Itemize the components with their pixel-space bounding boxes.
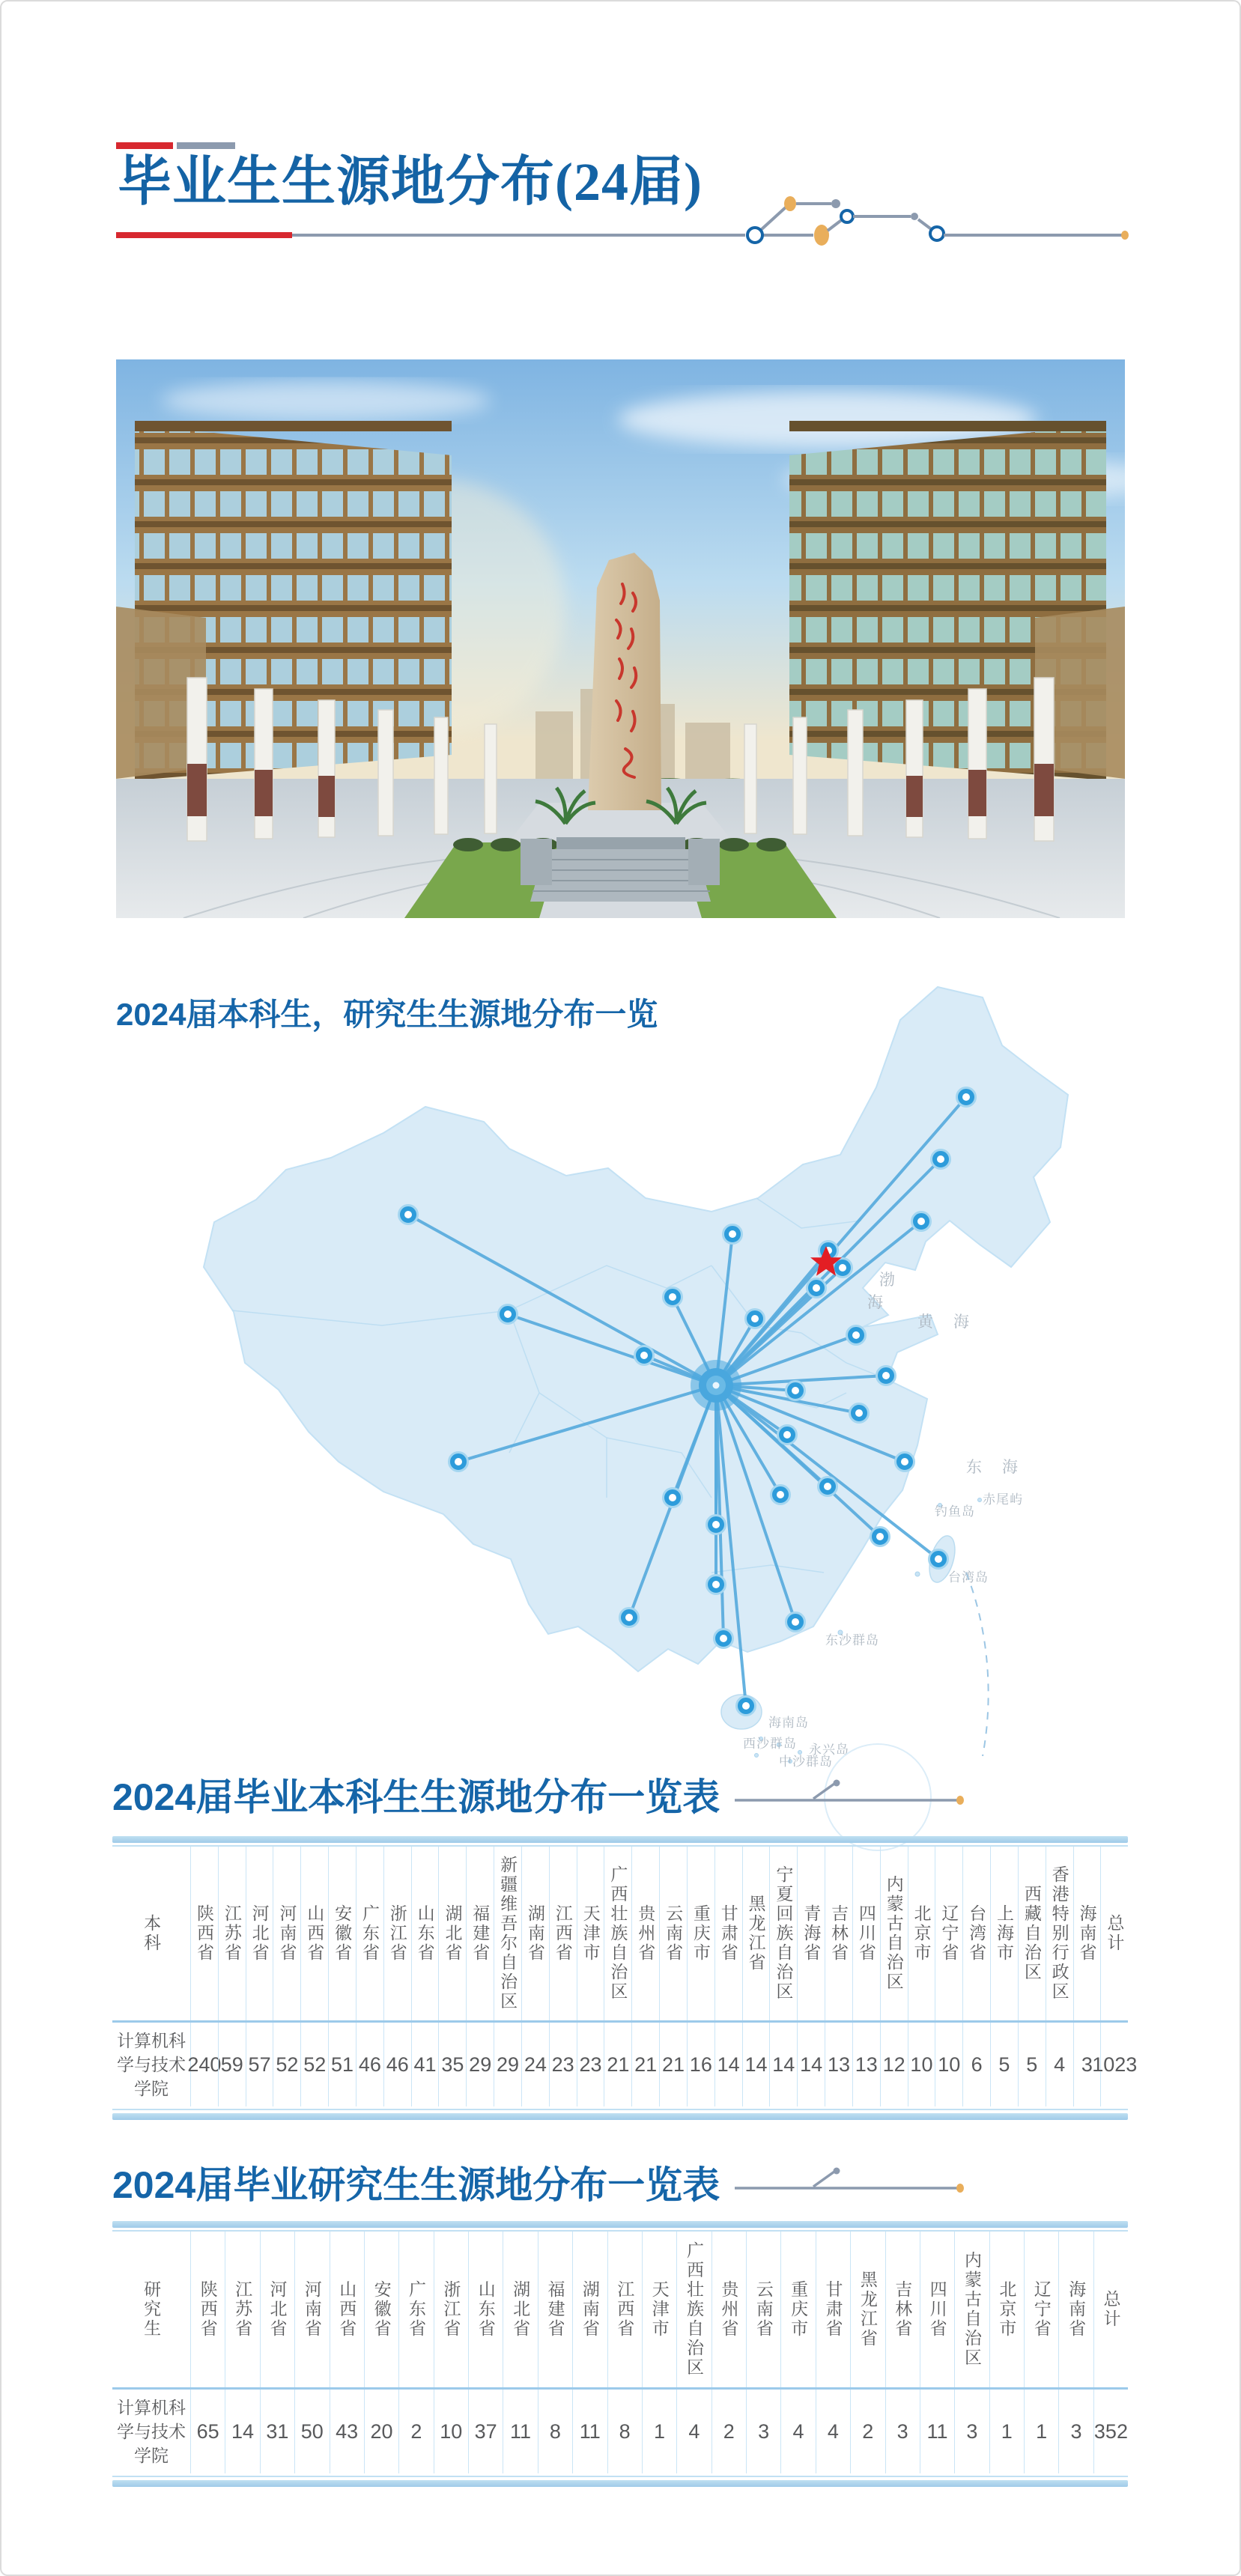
table1-column-header: 宁夏回族自治区 xyxy=(769,1847,797,2020)
table1-value-cell: 57 xyxy=(246,2023,273,2106)
province-marker xyxy=(499,1305,518,1324)
table1-value-cell: 5 xyxy=(990,2023,1018,2106)
province-marker xyxy=(847,1326,866,1345)
province-marker xyxy=(707,1576,726,1594)
table1-bottom-line xyxy=(112,2109,1128,2110)
province-marker xyxy=(807,1279,826,1298)
table2-data-row xyxy=(112,2390,1128,2473)
table2-column-header: 广东省 xyxy=(398,2232,433,2387)
sea-label: 台湾岛 xyxy=(948,1570,989,1585)
table1-column-header: 浙江省 xyxy=(383,1847,411,2020)
table2-value-cell: 11 xyxy=(503,2390,537,2473)
table1-column-header: 内蒙古自治区 xyxy=(880,1847,908,2020)
table2-bottom-band xyxy=(112,2480,1128,2487)
province-marker xyxy=(778,1426,797,1445)
table2-value-cell: 37 xyxy=(468,2390,503,2473)
table1-column-header: 台湾省 xyxy=(962,1847,990,2020)
sea-label: 海南岛 xyxy=(768,1716,809,1730)
sea-label: 海 xyxy=(867,1294,885,1311)
table1-column-header: 安徽省 xyxy=(328,1847,356,2020)
table1-column-header: 黑龙江省 xyxy=(742,1847,770,2020)
table1-column-header: 香港特别行政区 xyxy=(1046,1847,1073,2020)
table2-column-header: 河南省 xyxy=(294,2232,329,2387)
province-marker xyxy=(871,1528,890,1546)
accent-bar-gray xyxy=(177,142,235,149)
table2-value-cell: 8 xyxy=(607,2390,642,2473)
table2-row-label: 计算机科学与技术学院 xyxy=(117,2397,186,2466)
table1-value-cell: 3 xyxy=(1073,2023,1101,2106)
table1-value-cell: 1023 xyxy=(1100,2023,1128,2106)
table1-value-cell: 240 xyxy=(190,2023,218,2106)
table2-value-cell: 3 xyxy=(746,2390,780,2473)
table1-value-cell: 51 xyxy=(328,2023,356,2106)
table1-value-cell: 23 xyxy=(577,2023,604,2106)
table2-value-cell: 2 xyxy=(850,2390,885,2473)
table2-bottom-line xyxy=(112,2476,1128,2477)
table2-column-header: 山东省 xyxy=(468,2232,503,2387)
sea-label: 黄 海 xyxy=(917,1313,971,1331)
page-title: 毕业生生源地分布(24届) xyxy=(118,152,703,212)
table1-value-cell: 41 xyxy=(411,2023,439,2106)
sea-label: 东 海 xyxy=(966,1459,1020,1476)
province-marker xyxy=(746,1310,765,1328)
table1-value-cell: 6 xyxy=(962,2023,990,2106)
table1-column-header: 福建省 xyxy=(466,1847,494,2020)
table2-column-header: 贵州省 xyxy=(711,2232,746,2387)
table1-top-band xyxy=(112,1836,1128,1843)
table1-value-cell: 35 xyxy=(438,2023,466,2106)
province-marker xyxy=(877,1367,896,1385)
table2-value-cell: 2 xyxy=(711,2390,746,2473)
province-marker xyxy=(714,1629,733,1648)
table2-column-header: 重庆市 xyxy=(780,2232,815,2387)
table1-column-header: 上海市 xyxy=(990,1847,1018,2020)
table1-value-cell: 21 xyxy=(631,2023,659,2106)
table1-title-decoration xyxy=(735,1779,967,1809)
province-marker xyxy=(707,1516,726,1534)
table2-value-cell: 8 xyxy=(538,2390,572,2473)
province-marker xyxy=(723,1225,742,1244)
table2-value-cell: 20 xyxy=(364,2390,398,2473)
table1-value-cell: 29 xyxy=(466,2023,494,2106)
province-marker xyxy=(786,1382,805,1400)
table1-column-header: 总计 xyxy=(1100,1847,1128,2020)
table1-column-header: 江西省 xyxy=(549,1847,577,2020)
province-marker xyxy=(929,1550,948,1569)
undergraduate-table xyxy=(112,1836,1138,2120)
table2-column-header: 四川省 xyxy=(920,2232,954,2387)
table2-value-cell: 11 xyxy=(572,2390,607,2473)
table2-value-cell: 352 xyxy=(1093,2390,1128,2473)
table1-column-header: 山西省 xyxy=(300,1847,328,2020)
title-decoration-line xyxy=(112,187,1138,258)
table1-column-header: 青海省 xyxy=(797,1847,825,2020)
table1-value-cell: 23 xyxy=(549,2023,577,2106)
table2-value-cell: 65 xyxy=(190,2390,225,2473)
table1-value-cell: 13 xyxy=(825,2023,852,2106)
table2-column-header: 内蒙古自治区 xyxy=(954,2232,989,2387)
table2-column-header: 吉林省 xyxy=(885,2232,920,2387)
table1-column-header: 海南省 xyxy=(1073,1847,1101,2020)
province-marker xyxy=(896,1453,914,1471)
sea-label: 钓鱼岛 xyxy=(935,1504,975,1519)
province-marker xyxy=(771,1486,790,1504)
province-marker xyxy=(912,1212,931,1231)
graduate-table xyxy=(112,2221,1128,2487)
table2-column-header: 湖南省 xyxy=(572,2232,607,2387)
table2-column-header: 江苏省 xyxy=(225,2232,259,2387)
table2-value-cell: 3 xyxy=(1058,2390,1093,2473)
table1-row-label: 计算机科学与技术学院 xyxy=(117,2030,186,2099)
table2-column-header: 辽宁省 xyxy=(1024,2232,1058,2387)
table1-value-cell: 59 xyxy=(218,2023,246,2106)
table2-column-header: 陕西省 xyxy=(190,2232,225,2387)
table1-title: 2024届毕业本科生生源地分布一览表 xyxy=(112,1776,720,1818)
table2-column-header: 安徽省 xyxy=(364,2232,398,2387)
sea-label: 渤 xyxy=(879,1272,897,1289)
province-marker xyxy=(819,1477,837,1496)
table2-column-header: 北京市 xyxy=(989,2232,1024,2387)
table1-value-cell: 4 xyxy=(1046,2023,1073,2106)
table2-value-cell: 1 xyxy=(989,2390,1024,2473)
table1-value-cell: 46 xyxy=(356,2023,383,2106)
province-marker xyxy=(737,1697,756,1716)
table1-column-header: 贵州省 xyxy=(631,1847,659,2020)
province-marker xyxy=(399,1206,418,1224)
hub-marker xyxy=(691,1360,741,1411)
table2-top-band xyxy=(112,2221,1128,2228)
table1-column-header: 辽宁省 xyxy=(935,1847,962,2020)
table1-column-header: 四川省 xyxy=(852,1847,880,2020)
table1-value-cell: 14 xyxy=(769,2023,797,2106)
table1-column-header: 新疆维吾尔自治区 xyxy=(494,1847,521,2020)
province-marker xyxy=(664,1288,682,1307)
table1-column-header: 河北省 xyxy=(246,1847,273,2020)
table2-column-header: 山西省 xyxy=(330,2232,364,2387)
table1-value-cell: 24 xyxy=(521,2023,549,2106)
table2-column-header: 甘肃省 xyxy=(816,2232,850,2387)
table1-column-header: 西藏自治区 xyxy=(1018,1847,1046,2020)
table1-value-cell: 5 xyxy=(1018,2023,1046,2106)
table2-column-header: 浙江省 xyxy=(434,2232,468,2387)
table2-value-cell: 3 xyxy=(885,2390,920,2473)
table2-value-cell: 50 xyxy=(294,2390,329,2473)
province-marker xyxy=(850,1404,869,1423)
table2-column-header: 河北省 xyxy=(260,2232,294,2387)
province-marker xyxy=(786,1613,805,1632)
table1-header-row xyxy=(112,1847,1128,2020)
table1-value-cell: 46 xyxy=(383,2023,411,2106)
table1-column-header: 重庆市 xyxy=(687,1847,714,2020)
table1-column-header: 湖南省 xyxy=(521,1847,549,2020)
china-map-svg xyxy=(187,973,1138,1767)
table1-value-cell: 52 xyxy=(300,2023,328,2106)
table1-column-header: 湖北省 xyxy=(438,1847,466,2020)
table1-value-cell: 14 xyxy=(742,2023,770,2106)
table1-value-cell: 12 xyxy=(880,2023,908,2106)
table2-column-header: 广西壮族自治区 xyxy=(676,2232,711,2387)
table1-column-header: 甘肃省 xyxy=(714,1847,742,2020)
table2-value-cell: 4 xyxy=(676,2390,711,2473)
province-marker xyxy=(620,1609,639,1627)
table1-column-header: 北京市 xyxy=(908,1847,935,2020)
table1-value-cell: 14 xyxy=(714,2023,742,2106)
table2-column-header: 江西省 xyxy=(607,2232,642,2387)
table1-value-cell: 10 xyxy=(935,2023,962,2106)
table2-value-cell: 10 xyxy=(434,2390,468,2473)
table2-title: 2024届毕业研究生生源地分布一览表 xyxy=(112,2164,720,2206)
table1-bottom-band xyxy=(112,2113,1128,2120)
china-origin-map xyxy=(187,973,1138,1767)
map-subtitle: 2024届本科生，研究生生源地分布一览 xyxy=(116,997,658,1032)
table1-column-header: 广西壮族自治区 xyxy=(604,1847,631,2020)
table2-value-cell: 3 xyxy=(954,2390,989,2473)
table1-column-header: 云南省 xyxy=(659,1847,687,2020)
province-marker xyxy=(664,1489,682,1507)
table2-column-header: 云南省 xyxy=(746,2232,780,2387)
table2-column-header: 总计 xyxy=(1093,2232,1128,2387)
table1-data-row xyxy=(112,2023,1138,2106)
province-marker xyxy=(932,1150,950,1169)
table2-row-header: 研究生 xyxy=(142,2280,162,2339)
table1-column-header: 广东省 xyxy=(356,1847,383,2020)
sea-label: 中沙群岛 xyxy=(779,1755,833,1767)
accent-bar-red xyxy=(116,142,173,149)
table1-value-cell: 10 xyxy=(908,2023,935,2106)
table2-column-header: 黑龙江省 xyxy=(850,2232,885,2387)
table2-value-cell: 4 xyxy=(816,2390,850,2473)
table1-column-header: 天津市 xyxy=(577,1847,604,2020)
table2-value-cell: 1 xyxy=(1024,2390,1058,2473)
table1-value-cell: 21 xyxy=(659,2023,687,2106)
province-marker xyxy=(449,1453,468,1471)
table2-header xyxy=(112,2155,967,2209)
table2-title-decoration xyxy=(735,2167,967,2197)
table1-value-cell: 16 xyxy=(687,2023,714,2106)
table1-column-header: 山东省 xyxy=(411,1847,439,2020)
table2-value-cell: 14 xyxy=(225,2390,259,2473)
sea-label: 西沙群岛 xyxy=(743,1737,797,1751)
table1-value-cell: 21 xyxy=(604,2023,631,2106)
province-marker xyxy=(957,1088,976,1107)
table2-column-header: 天津市 xyxy=(642,2232,676,2387)
table1-column-header: 河南省 xyxy=(273,1847,300,2020)
sea-label: 赤尾屿 xyxy=(983,1492,1023,1507)
table1-header xyxy=(112,1767,967,1821)
table2-header-row xyxy=(112,2232,1128,2387)
table1-value-cell: 13 xyxy=(852,2023,880,2106)
province-marker xyxy=(635,1346,654,1365)
table2-value-cell: 2 xyxy=(398,2390,433,2473)
sea-boundary-dashes xyxy=(966,1573,989,1756)
campus-photo xyxy=(116,359,1125,918)
table2-value-cell: 43 xyxy=(330,2390,364,2473)
table2-column-header: 福建省 xyxy=(538,2232,572,2387)
table2-column-header: 海南省 xyxy=(1058,2232,1093,2387)
sea-label: 东沙群岛 xyxy=(825,1633,879,1647)
table2-value-cell: 11 xyxy=(920,2390,954,2473)
table2-value-cell: 1 xyxy=(642,2390,676,2473)
table2-value-cell: 4 xyxy=(780,2390,815,2473)
table2-column-header: 湖北省 xyxy=(503,2232,537,2387)
table1-column-header: 吉林省 xyxy=(825,1847,852,2020)
table1-value-cell: 29 xyxy=(494,2023,521,2106)
sea-label: 永兴岛 xyxy=(809,1743,849,1757)
table2-value-cell: 31 xyxy=(260,2390,294,2473)
table1-column-header: 陕西省 xyxy=(190,1847,218,2020)
table1-value-cell: 52 xyxy=(273,2023,300,2106)
table1-row-header: 本科 xyxy=(142,1914,162,1953)
table1-column-header: 江苏省 xyxy=(218,1847,246,2020)
table1-value-cell: 14 xyxy=(797,2023,825,2106)
